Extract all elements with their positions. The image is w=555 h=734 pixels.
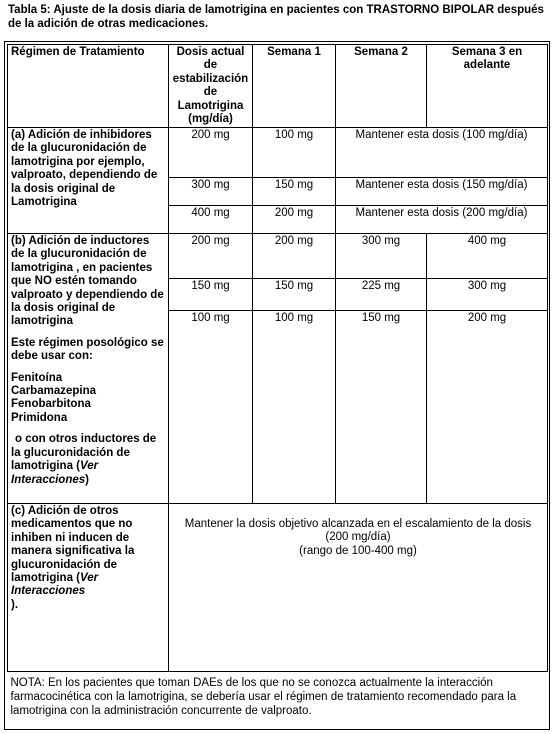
week2-cell: 150 mg [336, 311, 427, 504]
text-line: (200 mg/día) [325, 531, 391, 544]
label-line: la dosis original de [11, 182, 116, 195]
spacer [11, 364, 165, 372]
dose-cell: 150 mg [169, 279, 253, 311]
label-line: lamotrigina por ejemplo, [11, 155, 145, 168]
label-line: valproato y dependiendo de [11, 288, 164, 301]
label-line [11, 572, 165, 599]
header-week1: Semana 1 [253, 45, 336, 128]
dose-table-wrapper [7, 44, 548, 718]
drug-item: Fenobarbitona [11, 398, 91, 411]
week2-cell: 225 mg [336, 279, 427, 311]
spacer [11, 329, 165, 337]
section-a-label [8, 128, 169, 234]
week1-cell: 100 mg [253, 311, 336, 504]
header-dose-line: de [203, 59, 218, 72]
label-line: de la glucuronidación de [11, 142, 147, 155]
header-row [8, 45, 548, 128]
dose-adjustment-table [7, 44, 548, 718]
section-c-label [8, 504, 169, 672]
label-line: medicamentos que no [11, 518, 133, 531]
week1-cell: 150 mg [253, 279, 336, 311]
label-line: inhiben ni inducen de [11, 531, 130, 544]
header-dose-line: Dosis actual [176, 46, 245, 58]
header-dose-line: estabilización [172, 72, 249, 85]
label-text: lamotrigina ( [11, 460, 81, 473]
drug-item: Primidona [11, 411, 68, 424]
label-line: lamotrigina [11, 315, 73, 328]
label-line: o con otros inductores de [15, 433, 157, 446]
week1-cell: 100 mg [253, 128, 336, 178]
header-regimen: Régimen de Tratamiento [8, 45, 169, 128]
label-line: que NO estén tomando [11, 275, 137, 288]
drug-item: Fenitoína [11, 371, 63, 384]
label-line: ). [11, 598, 19, 611]
week3-cell: 200 mg [427, 311, 548, 504]
section-c-text [169, 504, 548, 672]
section-b-label [8, 234, 169, 504]
dose-cell: 200 mg [169, 128, 253, 178]
header-week3-line: Semana 3 en [451, 46, 523, 58]
label-line: Lamotrigina [11, 196, 77, 209]
week3-cell: 400 mg [427, 234, 548, 279]
label-line: la glucuronidación de [11, 446, 130, 459]
label-text: lamotrigina ( [11, 572, 81, 585]
label-line: glucuronidación de [11, 558, 118, 571]
header-week3 [427, 45, 548, 128]
dose-cell: 400 mg [169, 206, 253, 234]
table-row [8, 234, 548, 279]
text-line: (rango de 100-400 mg) [299, 544, 417, 557]
note-row [8, 672, 548, 719]
header-dose-line: (mg/día) [188, 113, 233, 126]
label-line: la dosis original de [11, 302, 116, 315]
maintain-cell: Mantener esta dosis (200 mg/día) [336, 206, 548, 234]
note-text: NOTA: En los pacientes que toman DAEs de los que no se conozca actualmente la interacción farmacocinética con la lamotrigina, se debería usar el régimen de tratamiento recomendado para la lamotrigina con la administración concurrente de valproato. [10, 677, 517, 717]
week1-cell: 200 mg [253, 234, 336, 279]
dose-cell: 300 mg [169, 178, 253, 206]
header-week3-line: adelante [463, 59, 511, 72]
label-line [11, 460, 165, 487]
drug-item: Carbamazepina [11, 385, 97, 398]
dose-cell: 200 mg [169, 234, 253, 279]
interactions-ref: Ver Interacciones [11, 460, 99, 486]
text-line: Mantener la dosis objetivo alcanzada en el escalamiento de la dosis [184, 518, 532, 530]
label-line: (b) Adición de inductores [11, 235, 150, 247]
week1-cell: 200 mg [253, 206, 336, 234]
spacer [11, 425, 165, 433]
label-line: de la glucuronidación de [11, 248, 147, 261]
dose-cell: 100 mg [169, 311, 253, 504]
label-line: valproato, dependiendo de [11, 169, 158, 182]
label-line: debe usar con: [11, 350, 93, 363]
week2-cell: 300 mg [336, 234, 427, 279]
label-line: Este régimen posológico se [11, 336, 164, 349]
maintain-cell: Mantener esta dosis (100 mg/día) [336, 128, 548, 178]
week1-cell: 150 mg [253, 178, 336, 206]
label-text: ) [85, 473, 89, 486]
header-week2: Semana 2 [336, 45, 427, 128]
maintain-cell: Mantener esta dosis (150 mg/día) [336, 178, 548, 206]
interactions-ref: Ver Interacciones [11, 572, 99, 598]
label-line: lamotrigina , en pacientes [11, 261, 153, 274]
table-row [8, 128, 548, 178]
header-dose-line: Lamotrigina [177, 99, 244, 112]
label-line: (a) Adición de inhibidores [11, 129, 152, 141]
header-dose [169, 45, 253, 128]
header-dose-line: de [203, 86, 218, 99]
week3-cell: 300 mg [427, 279, 548, 311]
table-caption: Tabla 5: Ajuste de la dosis diaria de lamotrigina en pacientes con TRASTORNO BIPOLAR después de la adición de otras medicaciones. [8, 4, 544, 30]
table-row [8, 504, 548, 672]
label-line: manera significativa la [11, 545, 135, 558]
label-line: (c) Adición de otros [11, 505, 119, 517]
